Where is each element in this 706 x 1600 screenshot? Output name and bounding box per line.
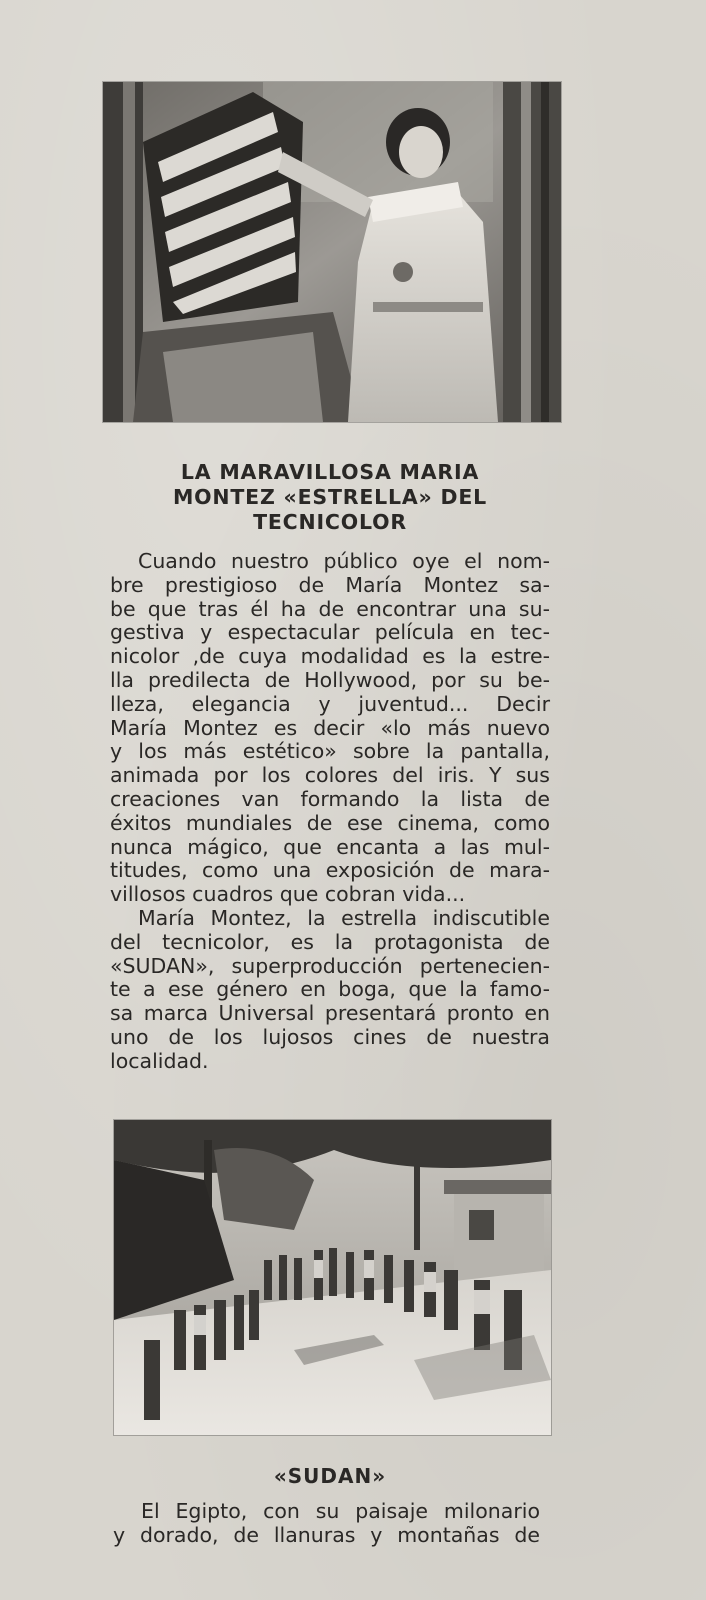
body-line: uno de los lujosos cines de nuestra <box>110 1024 550 1049</box>
body-line: titudes, como una exposición de mara- <box>110 858 550 883</box>
body-line: be que tras él ha de encontrar una su- <box>110 596 550 621</box>
photo-maria-montez <box>103 82 561 422</box>
body-line: éxitos mundiales de ese cinema, como <box>110 810 550 835</box>
article-body <box>110 550 550 1074</box>
body-line: lleza, elegancia y juventud... Decir <box>110 691 550 716</box>
photo-sudan-scene-image <box>114 1120 551 1435</box>
body-line: María Montez, la estrella indiscutible <box>138 905 550 930</box>
body-line: y los más estético» sobre la pantalla, <box>110 739 550 764</box>
body-line: gestiva y espectacular película en tec- <box>110 620 550 645</box>
body-line: «SUDAN», superproducción pertenecien- <box>110 953 550 978</box>
body-line: El Egipto, con su paisaje milonario <box>141 1499 540 1523</box>
headline-line: LA MARAVILLOSA MARIA <box>180 460 480 484</box>
body-line: localidad. <box>110 1048 209 1073</box>
body-line: bre prestigioso de María Montez sa- <box>110 572 550 597</box>
photo-caption: «SUDAN» <box>273 1464 387 1488</box>
body-line: del tecnicolor, es la protagonista de <box>110 929 550 954</box>
body-line: sa marca Universal presentará pronto en <box>110 1001 550 1026</box>
photo-maria-montez-image <box>103 82 561 422</box>
article-headline <box>100 460 560 535</box>
body-line: villosos cuadros que cobran vida... <box>110 882 466 907</box>
body-line: Cuando nuestro público oye el nom- <box>138 549 550 573</box>
article-continuation <box>113 1500 540 1548</box>
body-line: y dorado, de llanuras y montañas de <box>113 1522 540 1547</box>
body-line: nicolor ,de cuya modalidad es la estre- <box>110 644 550 669</box>
body-line: María Montez es decir «lo más nuevo <box>110 715 550 740</box>
headline-line: TECNICOLOR <box>253 510 407 534</box>
body-line: lla predilecta de Hollywood, por su be- <box>110 667 550 692</box>
body-line: animada por los colores del iris. Y sus <box>110 763 550 788</box>
body-line: creaciones van formando la lista de <box>110 786 550 811</box>
photo-sudan-scene <box>114 1120 551 1435</box>
body-line: te a ese género en boga, que la famo- <box>110 977 550 1002</box>
body-line: nunca mágico, que encanta a las mul- <box>110 834 550 859</box>
headline-line: MONTEZ «ESTRELLA» DEL <box>172 485 487 509</box>
